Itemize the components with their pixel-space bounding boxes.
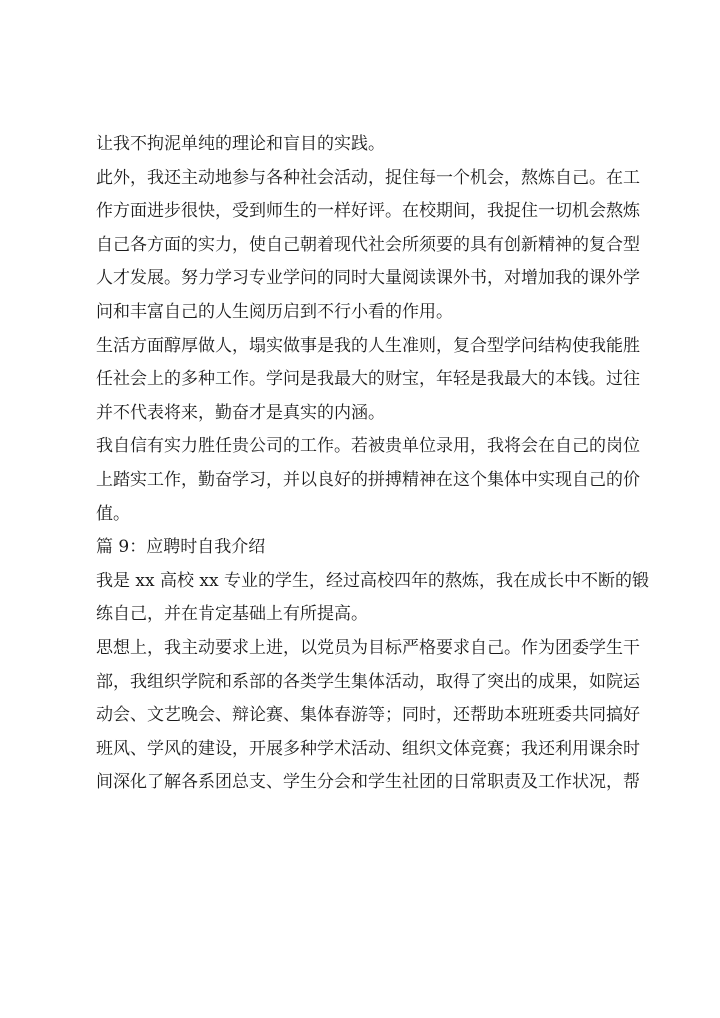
text-line: 值。	[96, 503, 130, 524]
text-line: 间深化了解各系团总支、学生分会和学生社团的日常职责及工作状况，帮	[96, 772, 640, 793]
text-line: 生活方面醇厚做人，塌实做事是我的人生准则，复合型学问结构使我能胜	[96, 335, 640, 356]
document-body	[96, 128, 649, 800]
text-line: 任社会上的多种工作。学问是我最大的财宝，年轻是我最大的本钱。过往	[96, 369, 640, 390]
text-line: 作方面进步很快，受到师生的一样好评。在校期间，我捉住一切机会熬炼	[96, 201, 640, 222]
text-line: 人才发展。努力学习专业学问的同时大量阅读课外书，对增加我的课外学	[96, 268, 640, 289]
text-line: 自己各方面的实力，使自己朝着现代社会所须要的具有创新精神的复合型	[96, 234, 640, 255]
text-line: 此外，我还主动地参与各种社会活动，捉住每一个机会，熬炼自己。在工	[96, 167, 640, 188]
text-line: 我是 xx 高校 xx 专业的学生，经过高校四年的熬炼，我在成长中不断的锻	[96, 570, 649, 591]
text-line: 让我不拘泥单纯的理论和盲目的实践。	[96, 134, 385, 154]
text-line: 问和丰富自己的人生阅历启到不行小看的作用。	[96, 301, 453, 322]
text-line: 班风、学风的建设，开展多种学术活动、组织文体竞赛；我还利用课余时	[96, 738, 640, 759]
text-line: 我自信有实力胜任贵公司的工作。若被贵单位录用，我将会在自己的岗位	[96, 436, 640, 457]
text-line: 部，我组织学院和系部的各类学生集体活动，取得了突出的成果，如院运	[96, 671, 640, 692]
text-line: 思想上，我主动要求上进，以党员为目标严格要求自己。作为团委学生干	[96, 637, 640, 658]
text-line: 上踏实工作，勤奋学习，并以良好的拼搏精神在这个集体中实现自己的价	[96, 469, 640, 490]
text-line: 练自己，并在肯定基础上有所提高。	[96, 604, 368, 625]
text-line: 动会、文艺晚会、辩论赛、集体春游等；同时，还帮助本班班委共同搞好	[96, 705, 640, 726]
section-heading: 篇 9：应聘时自我介绍	[96, 537, 266, 558]
text-line: 并不代表将来，勤奋才是真实的内涵。	[96, 402, 385, 423]
